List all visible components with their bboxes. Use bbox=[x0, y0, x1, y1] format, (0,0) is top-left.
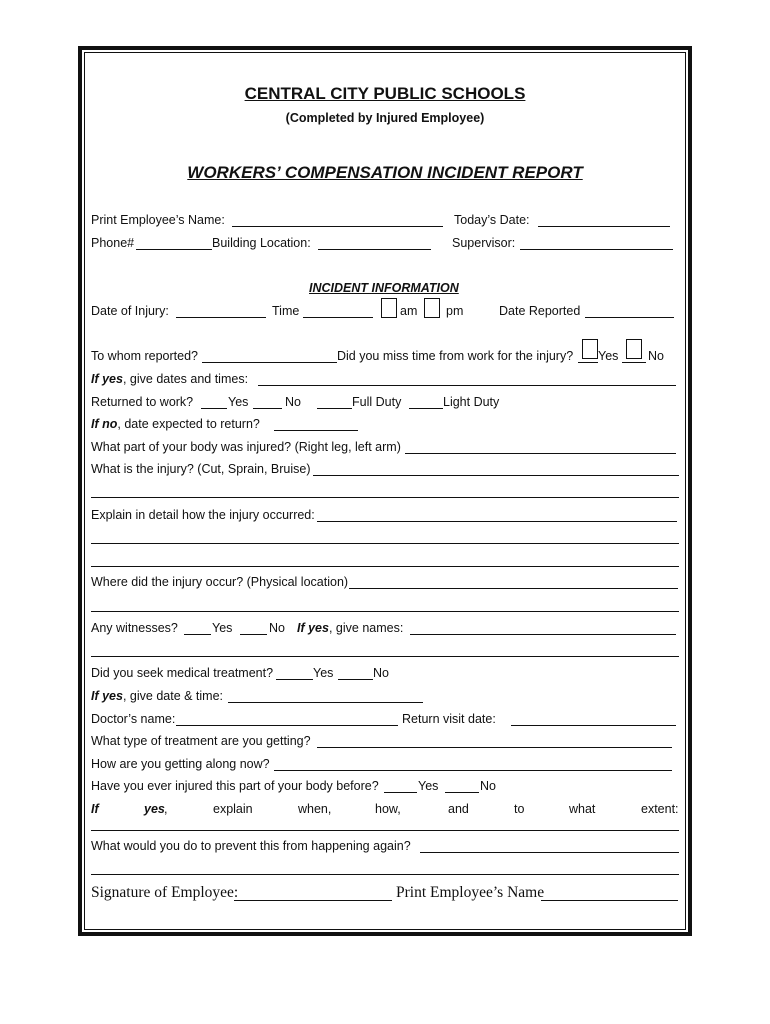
medical-no-line[interactable] bbox=[338, 679, 373, 680]
light-duty-label: Light Duty bbox=[443, 395, 500, 409]
pm-label: pm bbox=[446, 304, 464, 318]
if-yes-names-text: If yes bbox=[297, 621, 329, 635]
full-duty-label: Full Duty bbox=[352, 395, 402, 409]
todays-date-line[interactable] bbox=[538, 226, 670, 227]
body-part-line[interactable] bbox=[405, 453, 676, 454]
date-reported-line[interactable] bbox=[585, 317, 674, 318]
am-checkbox[interactable] bbox=[381, 298, 397, 318]
prevent-label: What would you do to prevent this from happening again? bbox=[91, 839, 411, 853]
signature-line[interactable] bbox=[234, 900, 392, 901]
to-whom-label: To whom reported? bbox=[91, 349, 199, 363]
time-line[interactable] bbox=[303, 317, 373, 318]
where-line-2[interactable] bbox=[91, 611, 679, 612]
subtitle: (Completed by Injured Employee) bbox=[285, 111, 485, 125]
dates-times-line[interactable] bbox=[258, 385, 676, 386]
signature-label: Signature of Employee: bbox=[91, 884, 239, 901]
getting-along-line[interactable] bbox=[274, 770, 672, 771]
extent-word-how: how, bbox=[375, 802, 401, 816]
injury-line-2[interactable] bbox=[91, 497, 679, 498]
where-line[interactable] bbox=[349, 588, 678, 589]
treatment-line[interactable] bbox=[317, 747, 672, 748]
employee-name-line[interactable] bbox=[232, 226, 443, 227]
extent-word-extent: extent: bbox=[641, 802, 679, 816]
print-name-label: Print Employee’s Name bbox=[396, 884, 545, 901]
date-of-injury-label: Date of Injury: bbox=[91, 304, 169, 318]
extent-word-what: what bbox=[569, 802, 596, 816]
explain-line-3[interactable] bbox=[91, 566, 679, 567]
miss-time-no-label: No bbox=[648, 349, 664, 363]
phone-label: Phone# bbox=[91, 236, 135, 250]
building-label: Building Location: bbox=[212, 236, 311, 250]
inner-border bbox=[84, 52, 686, 930]
incident-heading: INCIDENT INFORMATION bbox=[309, 281, 459, 295]
returned-no-label: No bbox=[285, 395, 301, 409]
date-of-injury-line[interactable] bbox=[176, 317, 266, 318]
employee-name-label: Print Employee’s Name: bbox=[91, 213, 225, 227]
print-name-line[interactable] bbox=[541, 900, 678, 901]
miss-time-no-checkbox[interactable] bbox=[626, 339, 642, 359]
return-visit-line[interactable] bbox=[511, 725, 676, 726]
extent-word-yes: yes bbox=[144, 802, 165, 816]
getting-along-label: How are you getting along now? bbox=[91, 757, 270, 771]
if-yes-date-time-row bbox=[91, 689, 223, 704]
extent-word-to: to bbox=[514, 802, 525, 816]
extent-word-and: and bbox=[448, 802, 469, 816]
explain-label: Explain in detail how the injury occurred: bbox=[91, 508, 315, 522]
injured-before-label: Have you ever injured this part of your body before? bbox=[91, 779, 379, 793]
extent-line[interactable] bbox=[91, 830, 679, 831]
witness-names-line-2[interactable] bbox=[91, 656, 679, 657]
medical-label: Did you seek medical treatment? bbox=[91, 666, 274, 680]
miss-time-no-line bbox=[622, 362, 646, 363]
date-reported-label: Date Reported bbox=[499, 304, 581, 318]
medical-date-time-line[interactable] bbox=[228, 702, 423, 703]
injured-before-no-label: No bbox=[480, 779, 496, 793]
todays-date-label: Today’s Date: bbox=[454, 213, 530, 227]
if-no-row bbox=[91, 417, 260, 432]
extent-word-explain: explain bbox=[213, 802, 253, 816]
returned-no-line[interactable] bbox=[253, 408, 282, 409]
prevent-line-2[interactable] bbox=[91, 874, 679, 875]
prevent-line[interactable] bbox=[420, 852, 679, 853]
where-label: Where did the injury occur? (Physical location) bbox=[91, 575, 349, 589]
doctor-label: Doctor’s name: bbox=[91, 712, 176, 726]
to-whom-line[interactable] bbox=[202, 362, 337, 363]
injury-line[interactable] bbox=[313, 475, 679, 476]
medical-no-label: No bbox=[373, 666, 389, 680]
witnesses-no-line[interactable] bbox=[240, 634, 267, 635]
give-names-text: , give names: bbox=[328, 621, 404, 635]
witnesses-yes-label: Yes bbox=[212, 621, 233, 635]
return-visit-label: Return visit date: bbox=[402, 712, 496, 726]
org-title: CENTRAL CITY PUBLIC SCHOOLS bbox=[244, 84, 526, 103]
witnesses-no-label: No bbox=[269, 621, 285, 635]
give-date-time-text: , give date & time: bbox=[122, 689, 224, 703]
witnesses-label: Any witnesses? bbox=[91, 621, 178, 635]
if-yes-medical-text: If yes bbox=[91, 689, 123, 703]
miss-time-yes-label: Yes bbox=[598, 349, 619, 363]
if-yes-text: If yes bbox=[91, 372, 123, 386]
if-no-text: If no bbox=[91, 417, 118, 431]
extent-word-comma: , bbox=[164, 802, 168, 816]
date-expected-line[interactable] bbox=[274, 430, 358, 431]
miss-time-label: Did you miss time from work for the injury? bbox=[337, 349, 574, 363]
explain-line-2[interactable] bbox=[91, 543, 679, 544]
treatment-label: What type of treatment are you getting? bbox=[91, 734, 311, 748]
pm-checkbox[interactable] bbox=[424, 298, 440, 318]
full-duty-line[interactable] bbox=[317, 408, 352, 409]
returned-yes-line[interactable] bbox=[201, 408, 227, 409]
witnesses-yes-line[interactable] bbox=[184, 634, 211, 635]
returned-label: Returned to work? bbox=[91, 395, 194, 409]
injured-before-no-line[interactable] bbox=[445, 792, 479, 793]
explain-line[interactable] bbox=[317, 521, 677, 522]
medical-yes-line[interactable] bbox=[276, 679, 313, 680]
body-part-label: What part of your body was injured? (Right leg, left arm) bbox=[91, 440, 401, 454]
medical-yes-label: Yes bbox=[313, 666, 334, 680]
phone-line[interactable] bbox=[136, 249, 212, 250]
date-expected-text: , date expected to return? bbox=[117, 417, 260, 431]
extent-word-when: when, bbox=[298, 802, 332, 816]
injured-before-yes-label: Yes bbox=[418, 779, 439, 793]
extent-word-if: If bbox=[91, 802, 99, 816]
am-label: am bbox=[400, 304, 418, 318]
report-title: WORKERS’ COMPENSATION INCIDENT REPORT bbox=[187, 163, 583, 182]
witness-names-line[interactable] bbox=[410, 634, 676, 635]
returned-yes-label: Yes bbox=[228, 395, 249, 409]
miss-time-yes-checkbox[interactable] bbox=[582, 339, 598, 359]
supervisor-line[interactable] bbox=[520, 249, 673, 250]
miss-time-yes-line bbox=[578, 362, 598, 363]
if-yes-dates-row bbox=[91, 372, 248, 387]
injury-label: What is the injury? (Cut, Sprain, Bruise) bbox=[91, 462, 311, 476]
doctor-line[interactable] bbox=[176, 725, 398, 726]
time-label: Time bbox=[272, 304, 300, 318]
give-dates-text: , give dates and times: bbox=[122, 372, 249, 386]
injured-before-yes-line[interactable] bbox=[384, 792, 417, 793]
supervisor-label: Supervisor: bbox=[452, 236, 516, 250]
light-duty-line[interactable] bbox=[409, 408, 443, 409]
if-yes-names-row bbox=[297, 621, 403, 636]
building-line[interactable] bbox=[318, 249, 431, 250]
